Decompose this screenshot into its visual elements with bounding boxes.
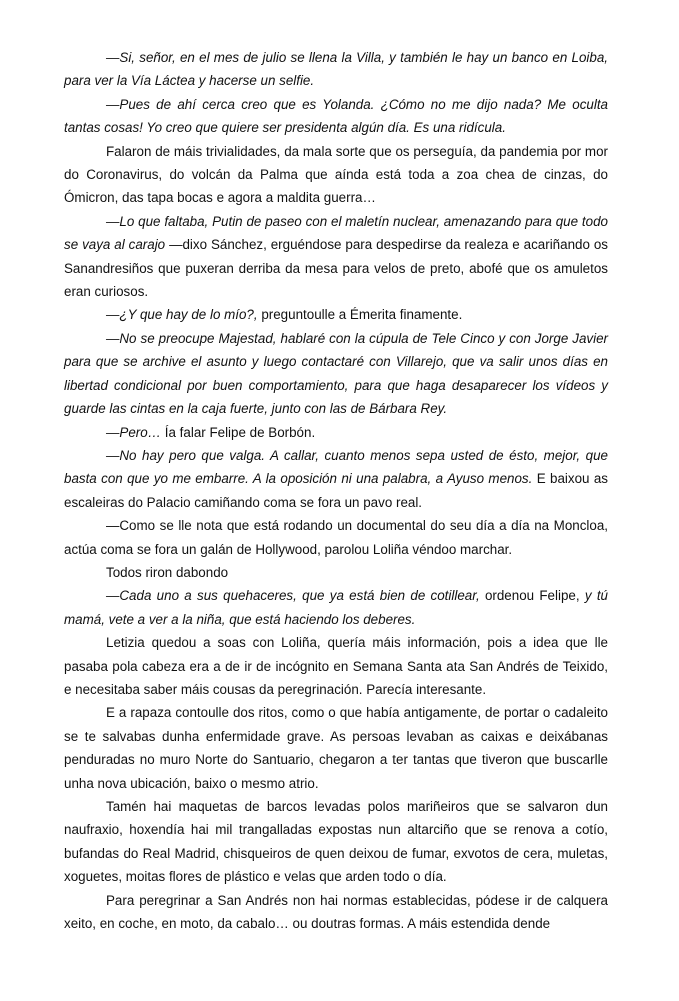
narrative-text: preguntoulle a Émerita finamente. <box>257 307 463 323</box>
paragraph-12 <box>64 631 608 701</box>
paragraph-14 <box>64 795 608 889</box>
dialogue-text: —No se preocupe Majestad, hablaré con la cúpula de Tele Cinco y con Jorge Javier para que se archive el asunto y luego contactaré con Villarejo, que va salir unos días en libertad condicional por buen comportamiento, para que haga desaparecer los vídeos y guarde las cintas en la caja fuerte, junto con las de Bárbara Rey. <box>64 330 608 417</box>
narrative-text: Falaron de máis trivialidades, da mala sorte que os perseguía, da pandemia por mor do Coronavirus, do volcán da Palma que aínda está toda a zoa chea de cinzas, do Ómicron, das tapa bocas e agora a maldita guerra… <box>64 143 608 206</box>
paragraph-13 <box>64 701 608 795</box>
narrative-text: Todos riron dabondo <box>106 564 229 580</box>
dialogue-text: —¿Y que hay de lo mío?, <box>106 307 258 323</box>
paragraph-8 <box>64 444 608 514</box>
paragraph-1 <box>64 46 608 93</box>
narrative-text: Tamén hai maquetas de barcos levadas polos mariñeiros que se salvaron dun naufraxio, hoxendía hai mil trangalladas expostas nun altarciño que se renova a cotío, bufandas do Real Madrid, chisqueiros de quen deixou de fumar, exvotos de cera, muletas, xoguetes, moitas flores de plástico e velas que arden todo o día. <box>64 799 608 885</box>
narrative-text: Ía falar Felipe de Borbón. <box>164 424 316 440</box>
narrative-text: ordenou Felipe, <box>479 588 585 604</box>
dialogue-text: —Lo que faltaba, Putin de paseo con el maletín nuclear, amenazando para que todo se vaya al carajo <box>64 213 608 253</box>
narrative-text: —Como se lle nota que está rodando un documental do seu día a día na Moncloa, actúa coma se fora un galán de Hollywood, parolou Loliña véndoo marchar. <box>64 518 608 557</box>
paragraph-15 <box>64 889 608 936</box>
narrative-text: E a rapaza contoulle dos ritos, como o que había antigamente, de portar o cadaleito se te salvabas dunha enfermidade grave. As persoas levaban as caixas e deixábanas penduradas no muro Norte do Santuario, chegaron a ter tantas que tiveron que buscarlle unha nova ubicación, baixo o mesmo atrio. <box>64 705 608 791</box>
dialogue-text: —Cada uno a sus quehaceres, que ya está bien de cotillear, <box>106 588 480 604</box>
dialogue-text: y tú mamá, vete a ver a la niña, que está haciendo los deberes. <box>64 588 609 627</box>
paragraph-6 <box>64 327 608 421</box>
narrative-text: E baixou as escaleiras do Palacio camiñando coma se fora un pavo real. <box>64 471 608 510</box>
paragraph-10 <box>64 561 608 584</box>
document-page <box>64 46 608 935</box>
paragraph-5 <box>64 303 608 326</box>
narrative-text: Letizia quedou a soas con Loliña, quería máis información, pois a idea que lle pasaba pola cabeza era a de ir de incógnito en Semana Santa ata San Andrés de Teixido, e necesitaba saber máis cousas da peregrinación. Parecía interesante. <box>64 635 608 697</box>
narrative-text: —dixo Sánchez, erguéndose para despedirse da realeza e acariñando os Sanandresiños que puxeran derriba da mesa para velos de preto, abofé que os amuletos eran curiosos. <box>64 237 608 300</box>
paragraph-11 <box>64 584 608 631</box>
narrative-text: Para peregrinar a San Andrés non hai normas establecidas, pódese ir de calquera xeito, en coche, en moto, da cabalo… ou doutras formas. A máis estendida dende <box>64 892 608 932</box>
paragraph-7 <box>64 421 608 444</box>
dialogue-text: —Pues de ahí cerca creo que es Yolanda. ¿Cómo no me dijo nada? Me oculta tantas cosas! Yo creo que quiere ser presidenta algún día. Es una ridícula. <box>64 96 608 136</box>
dialogue-text: —No hay pero que valga. A callar, cuanto menos sepa usted de ésto, mejor, que basta con que yo me embarre. A la oposición ni una palabra, a Ayuso menos. <box>64 447 608 487</box>
dialogue-text: —Si, señor, en el mes de julio se llena la Villa, y también le hay un banco en Loiba, para ver la Vía Láctea y hacerse un selfie. <box>64 50 608 89</box>
paragraph-2 <box>64 93 608 140</box>
dialogue-text: —Pero… <box>106 424 165 440</box>
paragraph-9 <box>64 514 608 561</box>
paragraph-3 <box>64 140 608 210</box>
paragraph-4 <box>64 210 608 304</box>
